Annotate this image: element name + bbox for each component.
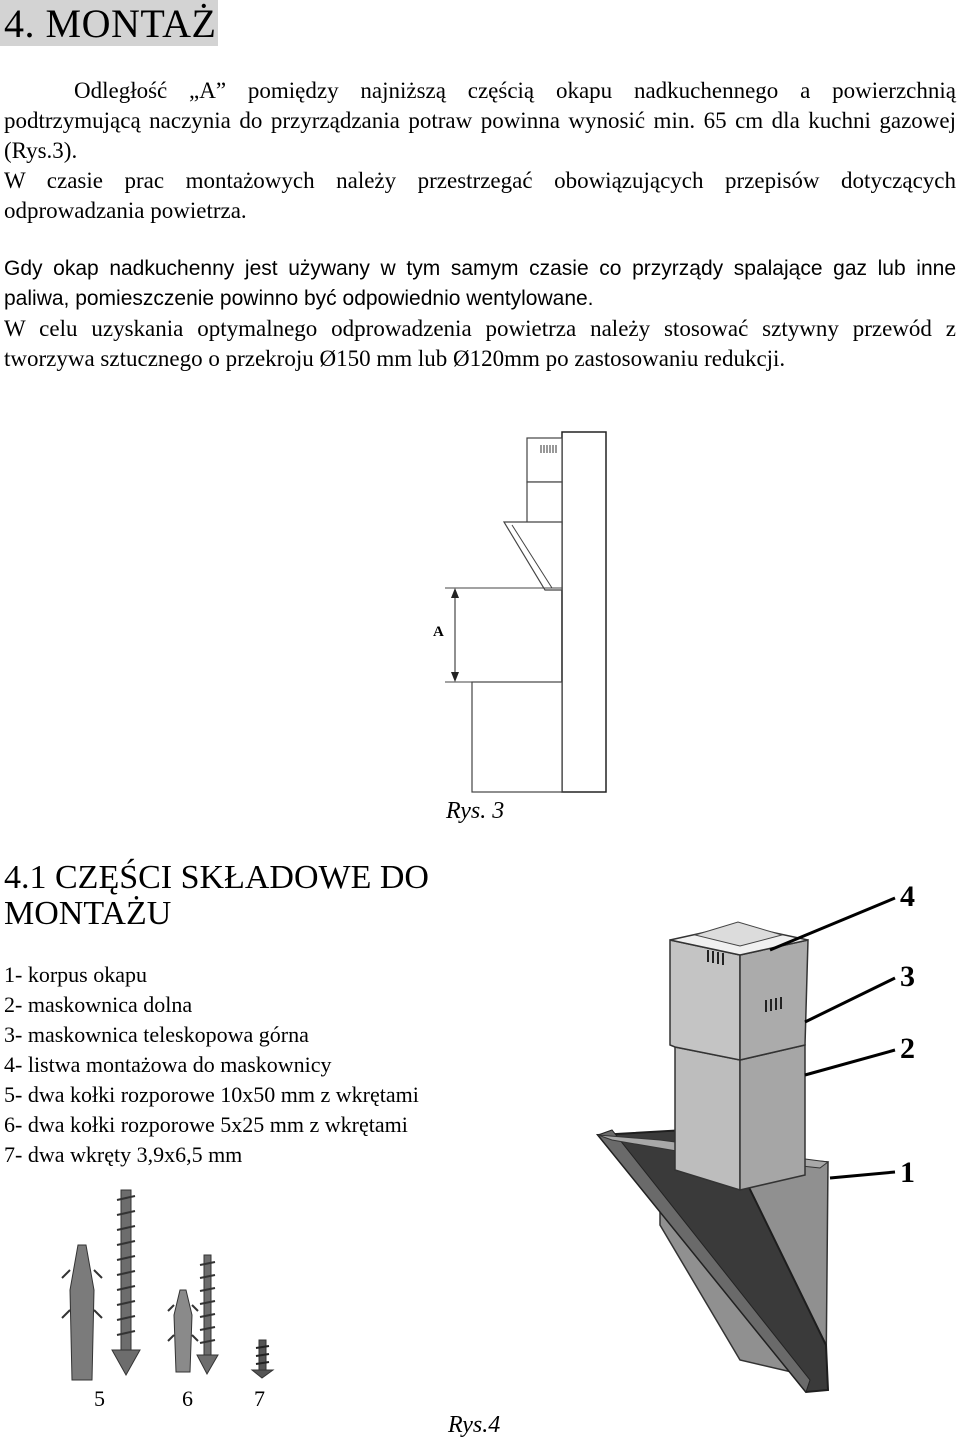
callout-3: 3	[900, 960, 915, 993]
chimney-upper-front	[670, 940, 740, 1060]
callout-2: 2	[900, 1032, 915, 1065]
paragraph-duct: W celu uzyskania optymalnego odprowadzenia powietrza należy stosować sztywny przewód z tworzywa sztucznego o przekroju Ø150 mm lub Ø120mm po zastosowaniu redukcji.	[4, 316, 956, 371]
callout-line-1	[830, 1172, 895, 1178]
list-item: 5- dwa kołki rozporowe 10x50 mm z wkrętami	[4, 1082, 419, 1107]
list-item: 4- listwa montażowa do maskownicy	[4, 1052, 332, 1077]
callout-line-3	[805, 978, 895, 1022]
figure-3-caption: Rys. 3	[446, 798, 505, 824]
list-item: 7- dwa wkręty 3,9x6,5 mm	[4, 1142, 243, 1167]
chimney-lower-side	[740, 1045, 805, 1190]
subsection-title: 4.1 CZĘŚCI SKŁADOWE DO MONTAŻU	[4, 859, 429, 932]
section-title: 4. MONTAŻ	[4, 1, 217, 46]
callout-1: 1	[900, 1156, 915, 1189]
fastener-label-7: 7	[254, 1386, 265, 1411]
paragraph-distance: Odległość „A” pomiędzy najniższą częścią okapu nadkuchennego a powierzchnią podtrzymującą naczynia do przyrządzania potraw powinna wynosić min. 65 cm dla kuchni gazowej (Rys.3).	[4, 78, 956, 163]
paragraph-ventilation: Gdy okap nadkuchenny jest używany w tym samym czasie co przyrządy spalające gaz lub inne paliwa, pomieszczenie powinno być odpowiednio wentylowane.	[4, 257, 956, 310]
list-item: 3- maskownica teleskopowa górna	[4, 1022, 309, 1047]
callout-line-2	[805, 1050, 895, 1075]
paragraph-regulations: W czasie prac montażowych należy przestrzegać obowiązujących przepisów dotyczących odprowadzania powietrza.	[4, 168, 956, 223]
chimney-upper-side	[740, 940, 808, 1060]
figure-4-caption: Rys.4	[448, 1412, 501, 1438]
fastener-label-6: 6	[182, 1386, 193, 1411]
list-item: 2- maskownica dolna	[4, 992, 193, 1017]
list-item: 1- korpus okapu	[4, 962, 147, 987]
dimension-label-a: A	[433, 624, 444, 640]
chimney-lower-front	[675, 1047, 740, 1190]
list-item: 6- dwa kołki rozporowe 5x25 mm z wkrętami	[4, 1112, 408, 1137]
callout-4: 4	[900, 880, 915, 913]
callout-line-4	[770, 898, 895, 950]
fastener-label-5: 5	[94, 1386, 105, 1411]
